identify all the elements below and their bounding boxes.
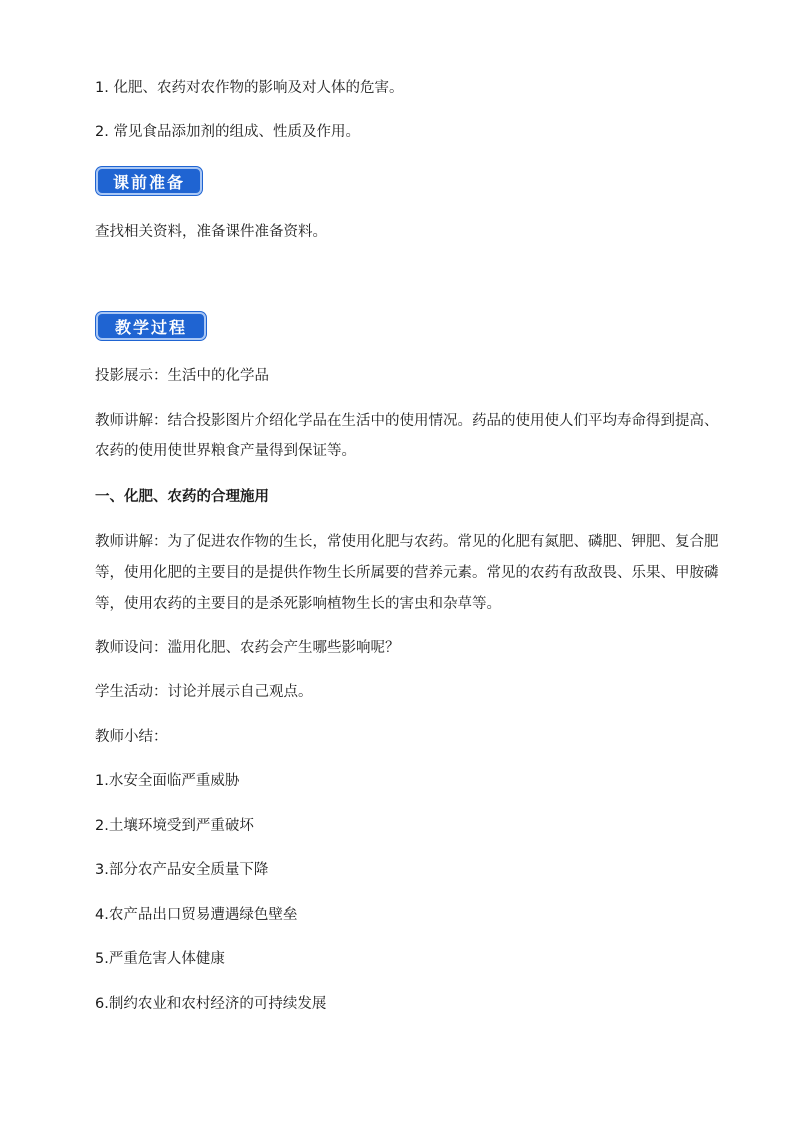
summary-item: 1.水安全面临严重威胁 (95, 773, 240, 789)
explain1-line1: 教师讲解：结合投影图片介绍化学品在生活中的使用情况。药品的使用使人们平均寿命得到提高、 (95, 413, 719, 429)
summary-label: 教师小结： (95, 729, 168, 745)
projection-text: 投影展示：生活中的化学品 (95, 368, 269, 384)
explain2-line1: 教师讲解：为了促进农作物的生长，常使用化肥与农药。常见的化肥有氮肥、磷肥、钾肥、复合肥 (95, 534, 719, 550)
prep-badge: 课前准备 (96, 167, 202, 195)
summary-item: 6.制约农业和农村经济的可持续发展 (95, 996, 327, 1012)
objective-2: 2. 常见食品添加剂的组成、性质及作用。 (95, 124, 360, 140)
explain2-line3: 等，使用农药的主要目的是杀死影响植物生长的害虫和杂草等。 (95, 596, 501, 612)
prep-text: 查找相关资料，准备课件准备资料。 (95, 224, 327, 240)
section-title: 一、化肥、农药的合理施用 (95, 489, 269, 505)
explain1-line2: 农药的使用使世界粮食产量得到保证等。 (95, 443, 356, 459)
summary-item: 3.部分农产品安全质量下降 (95, 862, 269, 878)
student-activity: 学生活动：讨论并展示自己观点。 (95, 684, 313, 700)
explain2-line2: 等，使用化肥的主要目的是提供作物生长所属要的营养元素。常见的农药有敌敌畏、乐果、甲胺磷 (95, 565, 719, 581)
summary-item: 4.农产品出口贸易遭遇绿色壁垒 (95, 907, 298, 923)
teacher-question: 教师设问：滥用化肥、农药会产生哪些影响呢？ (95, 640, 400, 656)
summary-item: 2.土壤环境受到严重破坏 (95, 818, 254, 834)
summary-item: 5.严重危害人体健康 (95, 951, 225, 967)
objective-1: 1. 化肥、农药对农作物的影响及对人体的危害。 (95, 80, 404, 96)
process-badge: 教学过程 (96, 312, 206, 340)
